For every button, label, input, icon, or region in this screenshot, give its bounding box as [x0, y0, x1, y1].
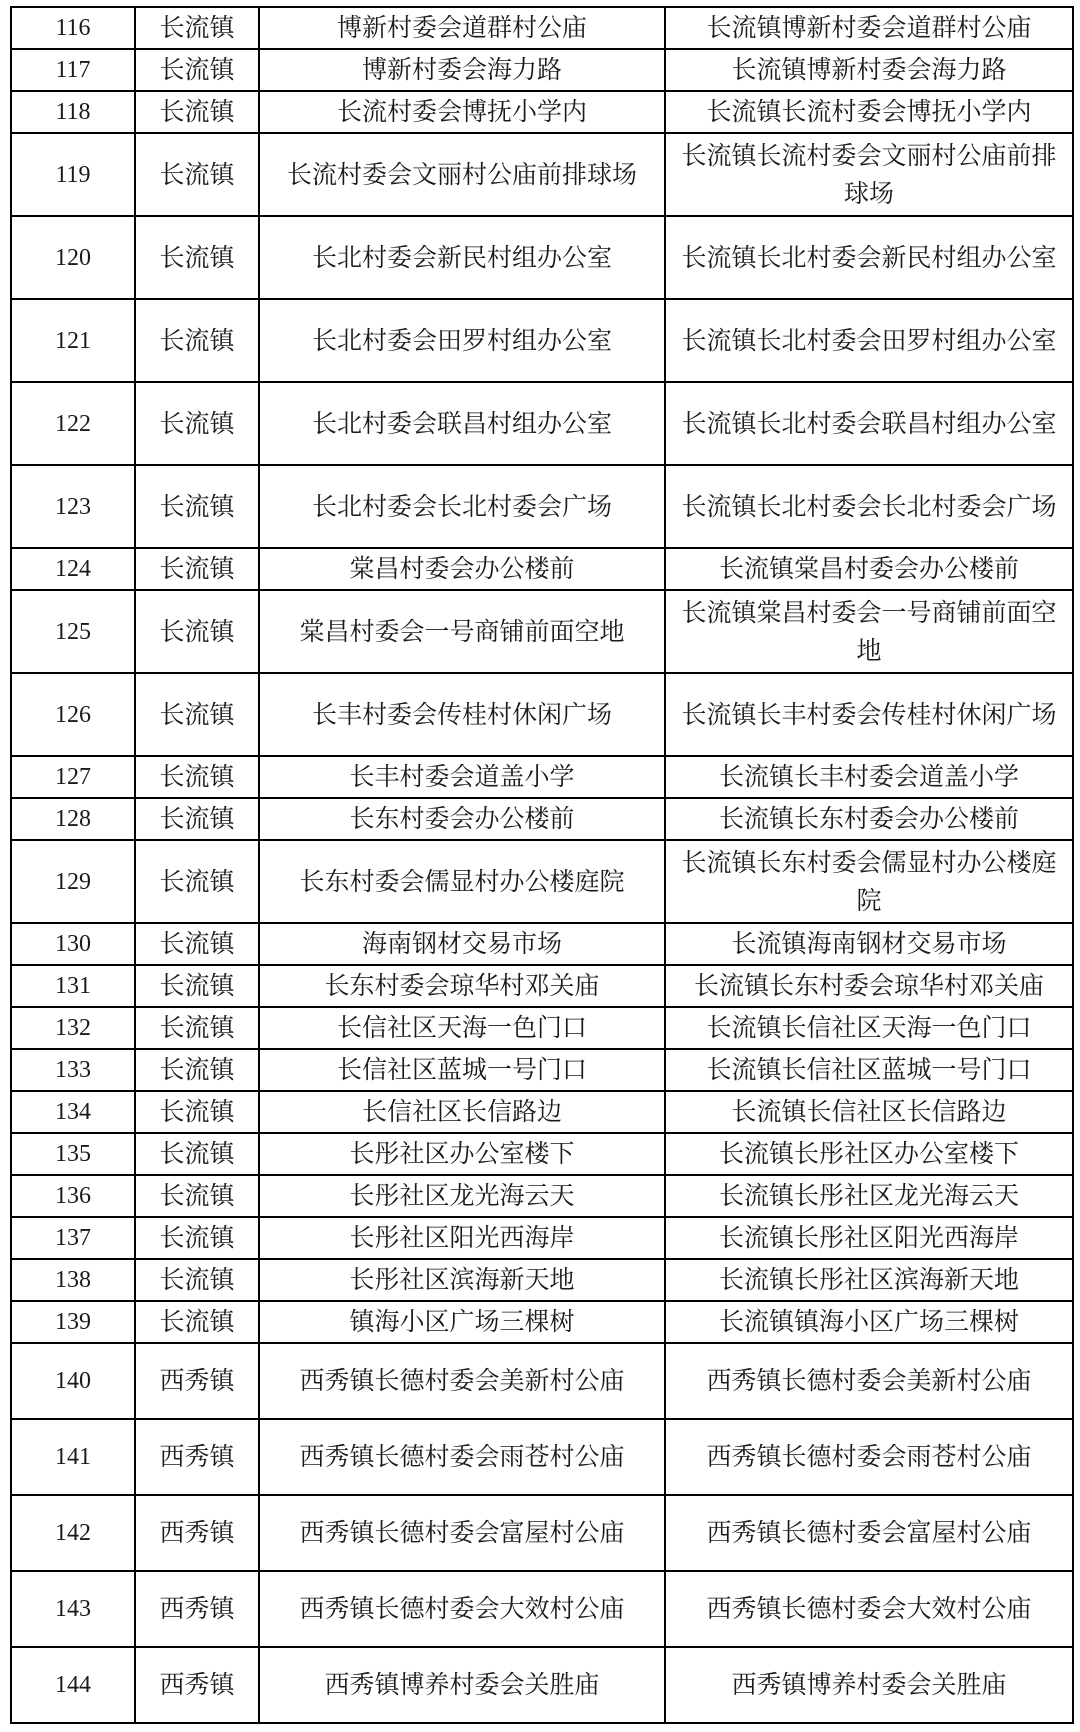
- site-address-cell: 长流镇长北村委会联昌村组办公室: [665, 382, 1073, 465]
- site-address-cell: 长流镇长信社区天海一色门口: [665, 1007, 1073, 1049]
- site-name-cell: 长信社区蓝城一号门口: [259, 1049, 665, 1091]
- row-number-cell: 136: [11, 1175, 135, 1217]
- table-row: [11, 1495, 1073, 1571]
- row-number-cell: 139: [11, 1301, 135, 1343]
- site-name-cell: 长信社区天海一色门口: [259, 1007, 665, 1049]
- site-name-cell: 西秀镇长德村委会美新村公庙: [259, 1343, 665, 1419]
- site-name-cell: 西秀镇长德村委会大效村公庙: [259, 1571, 665, 1647]
- table-row: [11, 1007, 1073, 1049]
- table-row: [11, 382, 1073, 465]
- row-number-cell: 144: [11, 1647, 135, 1723]
- site-address-cell: 长流镇镇海小区广场三棵树: [665, 1301, 1073, 1343]
- table-row: [11, 1091, 1073, 1133]
- table-row: [11, 548, 1073, 590]
- site-address-cell: 西秀镇长德村委会富屋村公庙: [665, 1495, 1073, 1571]
- row-number-cell: 131: [11, 965, 135, 1007]
- site-name-cell: 长丰村委会道盖小学: [259, 756, 665, 798]
- table-row: [11, 965, 1073, 1007]
- site-address-cell: 长流镇长丰村委会传桂村休闲广场: [665, 673, 1073, 756]
- town-cell: 长流镇: [135, 1259, 259, 1301]
- table-row: [11, 1133, 1073, 1175]
- row-number-cell: 134: [11, 1091, 135, 1133]
- row-number-cell: 143: [11, 1571, 135, 1647]
- site-address-cell: 长流镇长东村委会儒显村办公楼庭院: [665, 840, 1073, 923]
- row-number-cell: 119: [11, 133, 135, 216]
- table-row: [11, 1259, 1073, 1301]
- site-name-cell: 长流村委会博抚小学内: [259, 91, 665, 133]
- site-address-cell: 长流镇海南钢材交易市场: [665, 923, 1073, 965]
- row-number-cell: 132: [11, 1007, 135, 1049]
- row-number-cell: 117: [11, 49, 135, 91]
- site-address-cell: 长流镇长流村委会博抚小学内: [665, 91, 1073, 133]
- site-name-cell: 长北村委会长北村委会广场: [259, 465, 665, 548]
- table-row: [11, 299, 1073, 382]
- site-address-cell: 长流镇棠昌村委会办公楼前: [665, 548, 1073, 590]
- town-cell: 长流镇: [135, 49, 259, 91]
- site-name-cell: 西秀镇博养村委会关胜庙: [259, 1647, 665, 1723]
- site-name-cell: 长北村委会田罗村组办公室: [259, 299, 665, 382]
- town-cell: 长流镇: [135, 7, 259, 49]
- town-cell: 长流镇: [135, 1301, 259, 1343]
- table-row: [11, 91, 1073, 133]
- site-address-cell: 长流镇棠昌村委会一号商铺前面空地: [665, 590, 1073, 673]
- town-cell: 长流镇: [135, 1091, 259, 1133]
- site-name-cell: 长彤社区滨海新天地: [259, 1259, 665, 1301]
- site-address-cell: 长流镇长北村委会新民村组办公室: [665, 216, 1073, 299]
- town-cell: 长流镇: [135, 548, 259, 590]
- table-row: [11, 1301, 1073, 1343]
- town-cell: 长流镇: [135, 465, 259, 548]
- row-number-cell: 118: [11, 91, 135, 133]
- town-cell: 长流镇: [135, 91, 259, 133]
- site-name-cell: 博新村委会道群村公庙: [259, 7, 665, 49]
- table-row: [11, 1049, 1073, 1091]
- town-cell: 长流镇: [135, 216, 259, 299]
- town-cell: 西秀镇: [135, 1495, 259, 1571]
- table-row: [11, 673, 1073, 756]
- site-name-cell: 博新村委会海力路: [259, 49, 665, 91]
- town-cell: 西秀镇: [135, 1419, 259, 1495]
- row-number-cell: 129: [11, 840, 135, 923]
- row-number-cell: 138: [11, 1259, 135, 1301]
- site-address-cell: 长流镇长信社区蓝城一号门口: [665, 1049, 1073, 1091]
- row-number-cell: 142: [11, 1495, 135, 1571]
- table-row: [11, 756, 1073, 798]
- town-cell: 长流镇: [135, 798, 259, 840]
- site-address-cell: 长流镇长信社区长信路边: [665, 1091, 1073, 1133]
- site-name-cell: 长流村委会文丽村公庙前排球场: [259, 133, 665, 216]
- site-name-cell: 长彤社区龙光海云天: [259, 1175, 665, 1217]
- town-cell: 长流镇: [135, 840, 259, 923]
- site-name-cell: 长北村委会联昌村组办公室: [259, 382, 665, 465]
- row-number-cell: 122: [11, 382, 135, 465]
- table-row: [11, 1217, 1073, 1259]
- site-address-cell: 西秀镇博养村委会关胜庙: [665, 1647, 1073, 1723]
- site-address-cell: 长流镇长彤社区阳光西海岸: [665, 1217, 1073, 1259]
- town-cell: 长流镇: [135, 590, 259, 673]
- site-address-cell: 长流镇长北村委会田罗村组办公室: [665, 299, 1073, 382]
- row-number-cell: 137: [11, 1217, 135, 1259]
- site-address-cell: 长流镇长彤社区办公室楼下: [665, 1133, 1073, 1175]
- site-address-cell: 长流镇长丰村委会道盖小学: [665, 756, 1073, 798]
- site-name-cell: 长彤社区办公室楼下: [259, 1133, 665, 1175]
- row-number-cell: 127: [11, 756, 135, 798]
- site-name-cell: 海南钢材交易市场: [259, 923, 665, 965]
- site-name-cell: 长北村委会新民村组办公室: [259, 216, 665, 299]
- town-cell: 长流镇: [135, 1049, 259, 1091]
- town-cell: 西秀镇: [135, 1343, 259, 1419]
- town-cell: 长流镇: [135, 1175, 259, 1217]
- table-row: [11, 7, 1073, 49]
- town-cell: 长流镇: [135, 1133, 259, 1175]
- town-cell: 西秀镇: [135, 1647, 259, 1723]
- row-number-cell: 121: [11, 299, 135, 382]
- town-cell: 长流镇: [135, 299, 259, 382]
- table-row: [11, 216, 1073, 299]
- site-name-cell: 西秀镇长德村委会雨苍村公庙: [259, 1419, 665, 1495]
- site-name-cell: 棠昌村委会一号商铺前面空地: [259, 590, 665, 673]
- site-address-cell: 长流镇博新村委会道群村公庙: [665, 7, 1073, 49]
- table-row: [11, 133, 1073, 216]
- site-table: [10, 6, 1074, 1724]
- row-number-cell: 126: [11, 673, 135, 756]
- table-row: [11, 798, 1073, 840]
- site-address-cell: 长流镇长东村委会办公楼前: [665, 798, 1073, 840]
- site-name-cell: 镇海小区广场三棵树: [259, 1301, 665, 1343]
- site-address-cell: 长流镇长流村委会文丽村公庙前排球场: [665, 133, 1073, 216]
- table-row: [11, 1419, 1073, 1495]
- town-cell: 长流镇: [135, 382, 259, 465]
- table-row: [11, 49, 1073, 91]
- table-row: [11, 1343, 1073, 1419]
- town-cell: 长流镇: [135, 673, 259, 756]
- site-address-cell: 西秀镇长德村委会大效村公庙: [665, 1571, 1073, 1647]
- site-name-cell: 长彤社区阳光西海岸: [259, 1217, 665, 1259]
- table-row: [11, 465, 1073, 548]
- town-cell: 长流镇: [135, 756, 259, 798]
- town-cell: 长流镇: [135, 1217, 259, 1259]
- row-number-cell: 123: [11, 465, 135, 548]
- table-row: [11, 923, 1073, 965]
- site-address-cell: 西秀镇长德村委会雨苍村公庙: [665, 1419, 1073, 1495]
- site-name-cell: 长丰村委会传桂村休闲广场: [259, 673, 665, 756]
- row-number-cell: 135: [11, 1133, 135, 1175]
- site-name-cell: 长东村委会办公楼前: [259, 798, 665, 840]
- site-name-cell: 长东村委会琼华村邓关庙: [259, 965, 665, 1007]
- row-number-cell: 128: [11, 798, 135, 840]
- site-address-cell: 长流镇长彤社区滨海新天地: [665, 1259, 1073, 1301]
- site-name-cell: 西秀镇长德村委会富屋村公庙: [259, 1495, 665, 1571]
- site-name-cell: 长东村委会儒显村办公楼庭院: [259, 840, 665, 923]
- row-number-cell: 130: [11, 923, 135, 965]
- site-address-cell: 长流镇长彤社区龙光海云天: [665, 1175, 1073, 1217]
- table-row: [11, 1571, 1073, 1647]
- town-cell: 长流镇: [135, 133, 259, 216]
- table-row: [11, 840, 1073, 923]
- row-number-cell: 141: [11, 1419, 135, 1495]
- row-number-cell: 116: [11, 7, 135, 49]
- table-body: [11, 7, 1073, 1723]
- row-number-cell: 133: [11, 1049, 135, 1091]
- site-address-cell: 长流镇博新村委会海力路: [665, 49, 1073, 91]
- row-number-cell: 124: [11, 548, 135, 590]
- site-address-cell: 长流镇长北村委会长北村委会广场: [665, 465, 1073, 548]
- site-name-cell: 棠昌村委会办公楼前: [259, 548, 665, 590]
- row-number-cell: 140: [11, 1343, 135, 1419]
- row-number-cell: 125: [11, 590, 135, 673]
- town-cell: 长流镇: [135, 1007, 259, 1049]
- site-name-cell: 长信社区长信路边: [259, 1091, 665, 1133]
- site-address-cell: 西秀镇长德村委会美新村公庙: [665, 1343, 1073, 1419]
- table-row: [11, 1647, 1073, 1723]
- table-row: [11, 1175, 1073, 1217]
- site-address-cell: 长流镇长东村委会琼华村邓关庙: [665, 965, 1073, 1007]
- town-cell: 长流镇: [135, 923, 259, 965]
- town-cell: 西秀镇: [135, 1571, 259, 1647]
- table-row: [11, 590, 1073, 673]
- row-number-cell: 120: [11, 216, 135, 299]
- town-cell: 长流镇: [135, 965, 259, 1007]
